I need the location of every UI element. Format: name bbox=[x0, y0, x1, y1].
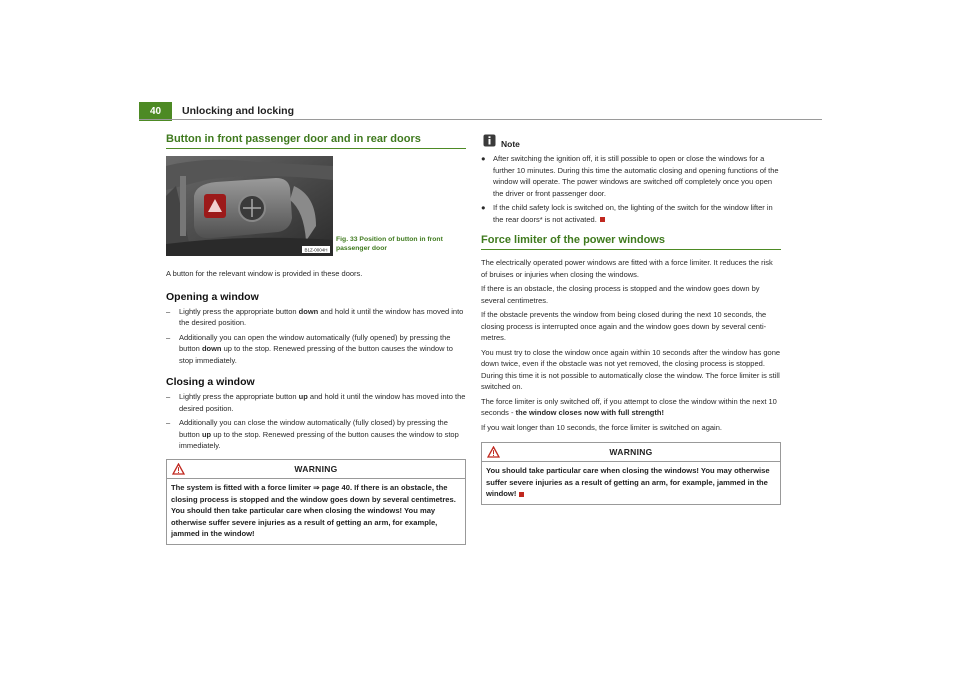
opening-heading: Opening a window bbox=[166, 290, 259, 303]
right-body bbox=[481, 257, 781, 433]
end-of-section-icon bbox=[600, 217, 605, 222]
warning-header bbox=[167, 460, 465, 479]
opening-step-2: – Additionally you can open the window automatically (fully opened) by pressing the button down up to the stop. Renewed pressing of the button causes the window to stop immediately. bbox=[166, 332, 453, 365]
intro-text: A button for the relevant window is provided in these doors. bbox=[166, 269, 363, 278]
note-title: Note bbox=[501, 139, 520, 149]
door-panel-illustration bbox=[166, 156, 333, 256]
closing-step-1: – Lightly press the appropriate button up and hold it until the window has moved into the desired position. bbox=[166, 392, 466, 413]
door-button-figure bbox=[166, 156, 333, 256]
section-rule bbox=[166, 148, 466, 149]
left-body bbox=[166, 268, 466, 452]
end-of-section-icon bbox=[519, 492, 524, 497]
figure-code: B1Z-0004H bbox=[304, 247, 328, 253]
warning-title: WARNING bbox=[294, 464, 338, 474]
paragraph-3: If the obstacle prevents the window from being closed during the next 10 seconds, the closing process is interrupted once again and the window goes down by several centi-metres. bbox=[481, 310, 767, 342]
warning-header bbox=[482, 443, 780, 462]
warning-title: WARNING bbox=[609, 447, 653, 457]
opening-step-1: – Lightly press the appropriate button down and hold it until the window has moved into the desired position. bbox=[166, 306, 464, 327]
figure-caption: Fig. 33 Position of button in front passenger door bbox=[336, 236, 443, 252]
warning-text: You should take particular care when closing the windows! You may otherwise suffer severe injuries as a result of getting an arm, for example, jammed in the window! bbox=[486, 466, 770, 498]
section-rule bbox=[481, 249, 781, 250]
paragraph-1: The electrically operated power windows are fitted with a force limiter. It reduces the risk of bruises or injuries when closing the windows. bbox=[481, 258, 773, 279]
header-rule bbox=[139, 119, 822, 120]
force-limiter-title: Force limiter of the power windows bbox=[481, 234, 665, 246]
right-section-heading bbox=[481, 234, 781, 250]
section-title: Button in front passenger door and in rear doors bbox=[166, 133, 421, 145]
paragraph-4: You must try to close the window once again within 10 seconds after the window has gone down twice, even if the obstacle was not yet removed, the closing process is stopped. During this time it is not possible to automatically close the window. The force limiter is still switched on. bbox=[481, 347, 781, 391]
note-bullet-1: ● After switching the ignition off, it is still possible to open or close the windows for a further 10 minutes. During this time the automatic closing and opening functions of the window will operate. The power windows are switched off completely once you open the driver or front passenger door. bbox=[481, 154, 779, 198]
chapter-title: Unlocking and locking bbox=[182, 105, 295, 117]
closing-step-2: – Additionally you can close the window automatically (fully closed) by pressing the button up up to the stop. Renewed pressing of the button causes the window to stop immediately. bbox=[166, 418, 459, 450]
note-bullet-2: ● If the child safety lock is switched on, the lighting of the switch for the window lifter in the rear doors* is not activated. bbox=[481, 203, 773, 224]
page-number: 40 bbox=[139, 102, 172, 121]
right-warning-box bbox=[481, 442, 781, 505]
paragraph-6: If you wait longer than 10 seconds, the force limiter is switched on again. bbox=[481, 422, 722, 432]
left-section-heading bbox=[166, 133, 466, 149]
warning-text: The system is fitted with a force limiter ⇒ page 40. If there is an obstacle, the closing process is stopped and the window goes down by several centimetres. You should then take particular care when closing the windows! You may otherwise suffer severe injuries as a result of getting an arm, for example, jammed in the window! bbox=[171, 483, 456, 538]
paragraph-2: If there is an obstacle, the closing process is stopped and the window goes down by several centimetres. bbox=[481, 284, 760, 305]
paragraph-5: The force limiter is only switched off, if you attempt to close the window within the next 10 seconds - the window closes now with full strength! bbox=[481, 396, 777, 417]
closing-heading: Closing a window bbox=[166, 376, 255, 388]
left-warning-box bbox=[166, 459, 466, 545]
note-info-icon bbox=[483, 134, 496, 147]
note-block bbox=[481, 134, 781, 225]
